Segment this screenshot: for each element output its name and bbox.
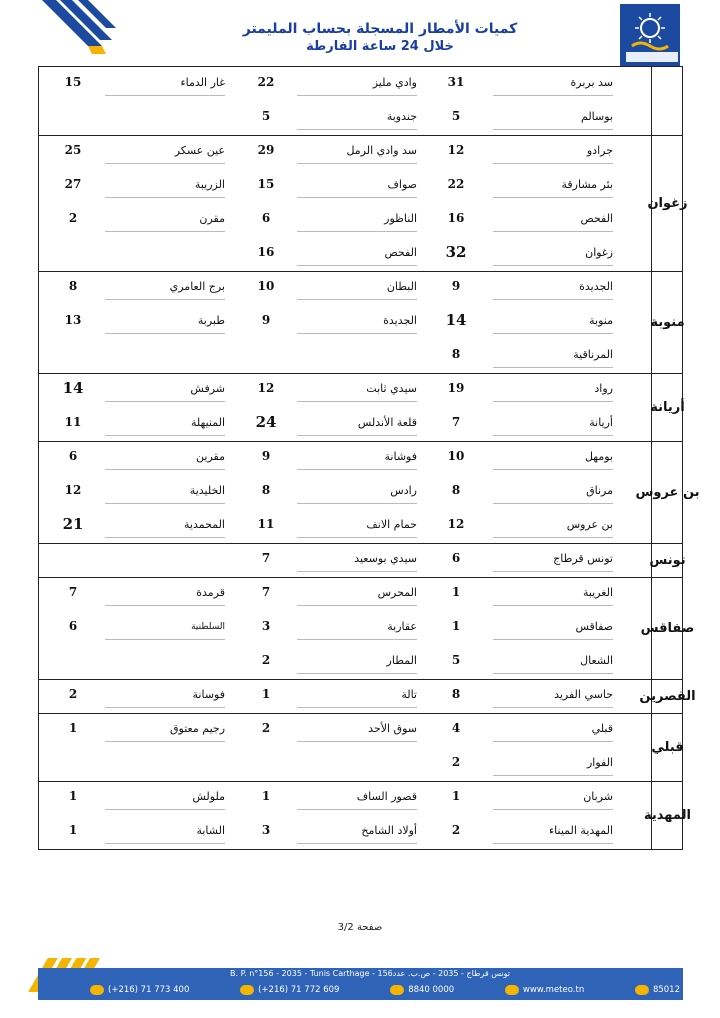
rainfall-value: 25: [64, 143, 82, 157]
globe-icon: [505, 985, 519, 995]
cell-underline: [493, 265, 613, 266]
cell-underline: [297, 809, 417, 810]
station-name: الفوار: [586, 756, 613, 769]
rainfall-value: 10: [447, 449, 465, 463]
station-name: الغريبة: [582, 586, 613, 599]
station-name: جندوبة: [386, 110, 417, 123]
cell-underline: [105, 435, 225, 436]
rainfall-value: 16: [447, 211, 465, 225]
station-name: رادس: [390, 484, 417, 497]
station-name: المحمدية: [184, 518, 225, 531]
table-row: [39, 543, 651, 577]
sms-icon: [635, 985, 649, 995]
table-row: [39, 339, 651, 373]
cell-underline: [297, 197, 417, 198]
region-name: منوبة: [650, 314, 685, 330]
rainfall-value: 1: [261, 789, 271, 803]
rainfall-value: 7: [451, 415, 461, 429]
table-row: [39, 713, 651, 747]
station-name: بومهل: [584, 450, 613, 463]
logo-caption-band: [626, 52, 678, 62]
table-row: [39, 509, 651, 543]
cell-underline: [105, 197, 225, 198]
station-name: تونس قرطاج: [553, 552, 613, 565]
cell-underline: [493, 741, 613, 742]
table-row: [39, 135, 651, 169]
table-row: [39, 101, 651, 135]
rainfall-value: 6: [261, 211, 271, 225]
region-label: [652, 67, 683, 135]
rainfall-value: 15: [64, 75, 82, 89]
station-name: بئر مشارقة: [561, 178, 613, 191]
cell-underline: [493, 299, 613, 300]
region-label: [639, 679, 696, 713]
cell-underline: [297, 639, 417, 640]
station-name: الشعال: [580, 654, 613, 667]
station-name: جرادو: [586, 144, 613, 157]
station-name: برج العامري: [169, 280, 225, 293]
region-name: تونس: [649, 552, 686, 568]
table-row: [39, 781, 651, 815]
footer-sms: 85012: [635, 985, 680, 995]
cell-underline: [493, 163, 613, 164]
station-name: أريانة: [589, 416, 613, 429]
region-label: [652, 713, 683, 781]
station-name: عين عسكر: [174, 144, 225, 157]
station-name: تالة: [401, 688, 417, 701]
cell-underline: [493, 775, 613, 776]
rainfall-value: 8: [451, 483, 461, 497]
table-row: [39, 679, 651, 713]
cell-underline: [297, 163, 417, 164]
cell-underline: [297, 435, 417, 436]
rainfall-value: 14: [62, 379, 84, 397]
station-name: منوبة: [589, 314, 613, 327]
region-label: [640, 577, 695, 679]
footer-green-number: 8840 0000: [390, 985, 454, 995]
rainfall-value: 12: [447, 517, 465, 531]
rainfall-table: [38, 66, 700, 850]
phone-icon: [90, 985, 104, 995]
table-row: [39, 577, 651, 611]
table-row: [39, 407, 651, 441]
cell-underline: [105, 537, 225, 538]
cell-underline: [493, 469, 613, 470]
station-name: فوشانة: [384, 450, 417, 463]
rainfall-value: 31: [447, 75, 465, 89]
station-name: مرناق: [586, 484, 613, 497]
cell-underline: [493, 435, 613, 436]
rainfall-value: 11: [257, 517, 275, 531]
rainfall-value: 10: [257, 279, 275, 293]
station-name: حمام الانف: [366, 518, 417, 531]
rainfall-value: 1: [68, 789, 78, 803]
call-icon: [390, 985, 404, 995]
cell-underline: [105, 469, 225, 470]
table-row: [39, 611, 651, 645]
station-name: سوق الأحد: [368, 722, 417, 735]
rainfall-value: 6: [68, 449, 78, 463]
rainfall-value: 21: [62, 515, 84, 533]
cell-underline: [493, 605, 613, 606]
station-name: قبلي: [591, 722, 613, 735]
rainfall-value: 1: [451, 619, 461, 633]
station-name: قلعة الأندلس: [357, 416, 417, 429]
footer-phone: (+216) 71 773 400: [90, 985, 189, 995]
rainfall-value: 5: [261, 109, 271, 123]
left-logo-stripes: [38, 0, 118, 62]
footer-website[interactable]: www.meteo.tn: [505, 985, 584, 995]
region-label: [644, 781, 691, 849]
cell-underline: [493, 367, 613, 368]
rainfall-value: 22: [257, 75, 275, 89]
rainfall-value: 15: [257, 177, 275, 191]
document-title: [230, 20, 530, 56]
station-name: الجديدة: [579, 280, 613, 293]
rainfall-value: 14: [445, 311, 467, 329]
rainfall-value: 7: [261, 551, 271, 565]
station-name: شرفش: [190, 382, 225, 395]
rainfall-value: 2: [261, 653, 271, 667]
cell-underline: [297, 571, 417, 572]
rainfall-value: 12: [64, 483, 82, 497]
station-name: الفحص: [580, 212, 613, 225]
rainfall-value: 7: [68, 585, 78, 599]
cell-underline: [297, 265, 417, 266]
rainfall-value: 5: [451, 109, 461, 123]
station-name: طبربة: [197, 314, 225, 327]
cell-underline: [493, 639, 613, 640]
table-row: [39, 441, 651, 475]
title-line-1: كميات الأمطار المسجلة بحساب المليمتر: [242, 21, 518, 37]
rainfall-value: 5: [451, 653, 461, 667]
table-row: [39, 475, 651, 509]
rainfall-value: 1: [68, 721, 78, 735]
cell-underline: [493, 843, 613, 844]
rainfall-value: 9: [261, 313, 271, 327]
station-name: مقرين: [196, 450, 225, 463]
cell-underline: [105, 95, 225, 96]
station-name: صواف: [387, 178, 417, 191]
region-label: [635, 441, 700, 543]
cell-underline: [297, 707, 417, 708]
cell-underline: [297, 469, 417, 470]
cell-underline: [297, 129, 417, 130]
station-name: فوسانة: [192, 688, 225, 701]
station-name: الشابة: [196, 824, 225, 837]
rainfall-value: 8: [451, 687, 461, 701]
footer-fax: (+216) 71 772 609: [240, 985, 339, 995]
region-label: [649, 543, 686, 577]
station-name: قصور الساف: [356, 790, 417, 803]
cell-underline: [297, 333, 417, 334]
rainfall-value: 4: [451, 721, 461, 735]
station-name: سد وادي الرمل: [346, 144, 417, 157]
cell-underline: [493, 197, 613, 198]
station-name: قرمدة: [196, 586, 225, 599]
station-name: زغوان: [585, 246, 613, 259]
rainfall-value: 32: [445, 243, 467, 261]
station-name: غار الدماء: [180, 76, 225, 89]
station-name: وادي مليز: [372, 76, 417, 89]
rainfall-value: 27: [64, 177, 82, 191]
cell-underline: [493, 231, 613, 232]
table-row: [39, 305, 651, 339]
rainfall-value: 1: [451, 789, 461, 803]
cell-underline: [297, 843, 417, 844]
rainfall-value: 24: [255, 413, 277, 431]
cell-underline: [297, 503, 417, 504]
rainfall-value: 7: [261, 585, 271, 599]
rainfall-value: 1: [261, 687, 271, 701]
cell-underline: [493, 571, 613, 572]
station-name: السلطنية: [191, 622, 225, 632]
cell-underline: [105, 299, 225, 300]
station-name: سيدي ثابت: [366, 382, 417, 395]
station-name: صفاقس: [575, 620, 613, 633]
rainfall-value: 8: [68, 279, 78, 293]
cell-underline: [105, 639, 225, 640]
rainfall-value: 2: [451, 755, 461, 769]
station-name: المهدية الميناء: [549, 824, 613, 837]
cell-underline: [105, 163, 225, 164]
rainfall-value: 19: [447, 381, 465, 395]
rainfall-value: 8: [261, 483, 271, 497]
cell-underline: [297, 401, 417, 402]
table-row: [39, 271, 651, 305]
rainfall-value: 11: [64, 415, 82, 429]
rainfall-value: 6: [451, 551, 461, 565]
cell-underline: [297, 299, 417, 300]
cell-underline: [105, 809, 225, 810]
station-name: بوسالم: [581, 110, 613, 123]
station-name: المحرس: [377, 586, 417, 599]
cell-underline: [493, 809, 613, 810]
title-line-2: خلال 24 ساعة الفارطة: [306, 39, 454, 54]
sun-emblem-icon: [628, 12, 672, 52]
rainfall-value: 12: [447, 143, 465, 157]
station-name: الزريبة: [194, 178, 225, 191]
cell-underline: [105, 231, 225, 232]
cell-underline: [297, 673, 417, 674]
rainfall-value: 9: [261, 449, 271, 463]
table-row: [39, 373, 651, 407]
cell-underline: [493, 333, 613, 334]
cell-underline: [493, 95, 613, 96]
region-name: أريانة: [650, 399, 685, 415]
rainfall-value: 2: [451, 823, 461, 837]
cell-underline: [493, 673, 613, 674]
cell-underline: [105, 605, 225, 606]
station-name: المطار: [386, 654, 417, 667]
station-name: الجديدة: [383, 314, 417, 327]
rainfall-value: 3: [261, 823, 271, 837]
station-name: الخليدية: [189, 484, 225, 497]
table-row: [39, 815, 651, 849]
cell-underline: [297, 231, 417, 232]
meteo-institute-logo: [620, 4, 680, 66]
cell-underline: [493, 129, 613, 130]
station-name: رواد: [594, 382, 613, 395]
cell-underline: [297, 605, 417, 606]
rainfall-value: 1: [451, 585, 461, 599]
rainfall-value: 13: [64, 313, 82, 327]
region-label: [652, 271, 683, 373]
region-name: قبلي: [651, 739, 684, 755]
footer-address: B. P. n°156 - 2035 - Tunis Carthage - تونس قرطاج - 2035 - ص.ب. عدد156: [230, 969, 510, 978]
rainfall-value: 12: [257, 381, 275, 395]
rainfall-value: 2: [68, 211, 78, 225]
region-label: [647, 135, 688, 271]
rainfall-value: 16: [257, 245, 275, 259]
cell-underline: [493, 537, 613, 538]
cell-underline: [297, 95, 417, 96]
region-name: المهدية: [644, 807, 691, 823]
station-name: أولاد الشامخ: [361, 824, 417, 837]
station-name: شربان: [583, 790, 613, 803]
table-row: [39, 67, 651, 101]
cell-underline: [105, 741, 225, 742]
region-name: صفاقس: [640, 620, 695, 636]
table-row: [39, 169, 651, 203]
region-label: [652, 373, 683, 441]
table-row: [39, 237, 651, 271]
station-name: المرناقية: [573, 348, 613, 361]
cell-underline: [493, 401, 613, 402]
rainfall-value: 6: [68, 619, 78, 633]
cell-underline: [493, 503, 613, 504]
fax-icon: [240, 985, 254, 995]
rainfall-value: 8: [451, 347, 461, 361]
cell-underline: [105, 707, 225, 708]
region-name: بن عروس: [635, 484, 700, 500]
rainfall-value: 29: [257, 143, 275, 157]
rainfall-value: 9: [451, 279, 461, 293]
region-name: زغوان: [647, 195, 688, 211]
station-name: بن عروس: [566, 518, 613, 531]
cell-underline: [297, 537, 417, 538]
cell-underline: [297, 741, 417, 742]
table-row: [39, 747, 651, 781]
table-row: [39, 645, 651, 679]
station-name: رجيم معتوق: [170, 722, 225, 735]
page-number: صفحة 3/2: [337, 922, 383, 933]
rainfall-value: 22: [447, 177, 465, 191]
cell-underline: [105, 401, 225, 402]
footer-contacts: [90, 983, 680, 997]
station-name: مقرن: [199, 212, 225, 225]
station-name: ملولش: [192, 790, 225, 803]
cell-underline: [105, 333, 225, 334]
cell-underline: [105, 503, 225, 504]
station-name: سد بربرة: [570, 76, 613, 89]
station-name: سيدي بوسعيد: [354, 552, 417, 565]
cell-underline: [105, 843, 225, 844]
rainfall-value: 1: [68, 823, 78, 837]
station-name: الفحص: [384, 246, 417, 259]
rainfall-value: 2: [261, 721, 271, 735]
station-name: المنيهلة: [190, 416, 225, 429]
station-name: عقاربة: [387, 620, 417, 633]
station-name: حاسي الفريد: [554, 688, 613, 701]
station-name: البطان: [386, 280, 417, 293]
region-name: القصرين: [639, 688, 696, 704]
rainfall-value: 2: [68, 687, 78, 701]
station-name: الناظور: [384, 212, 417, 225]
rainfall-value: 3: [261, 619, 271, 633]
table-row: [39, 203, 651, 237]
cell-underline: [493, 707, 613, 708]
